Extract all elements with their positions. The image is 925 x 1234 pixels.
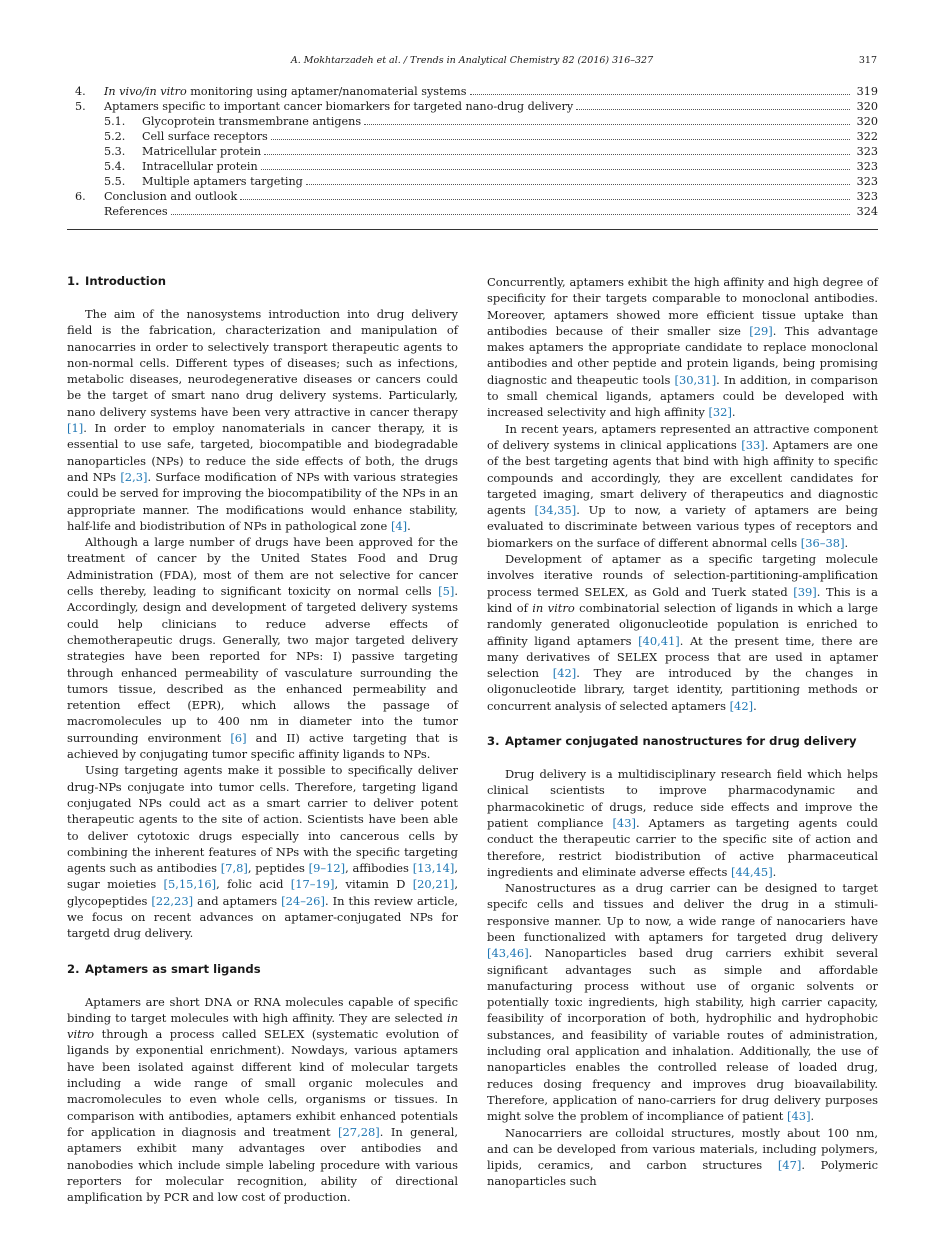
citation-link[interactable]: [4] <box>390 518 408 533</box>
section-heading: 2. Aptamers as smart ligands <box>67 961 261 976</box>
citation-link[interactable]: [34,35] <box>534 503 577 518</box>
toc-entry[interactable]: 5.1. Glycoprotein transmembrane antigens 320 <box>104 115 878 128</box>
paragraph: Using targeting agents make it possible to specifically deliver drug-NPs conjugate into tumor cells. Therefore, targeting ligand conjugated NPs could act as a smart carrier to deliver potent therapeutic agents to the site of action. Scientists have been able to deliver cytotoxic drugs especially into cancerous cells by combining the inherent features of NPs with the specific targeting agents such as antibodies [7,8], peptides [9–12], affibodies [13,14], sugar moieties [5,15,16], folic acid [17–19], vitamin D [20,21], glycopeptides [22,23] and aptamers [24–26]. In this review article, we focus on recent advances on aptamer-conjugated NPs for targetd drug delivery. <box>67 763 458 941</box>
citation-link[interactable]: [39] <box>793 584 817 599</box>
table-of-contents <box>67 84 878 219</box>
paragraph: Nanocarriers are colloidal structures, mostly about 100 nm, and can be developed from various materials, including polymers, lipids, ceramics, and carbon structures [47]. Polymeric nanoparticles such <box>487 1125 878 1189</box>
citation-link[interactable]: [42] <box>552 666 577 681</box>
paragraph: The aim of the nanosystems introduction into drug delivery field is the fabrication, characterization and manipulation of nanocarries in order to selectively transport therapeutic agents to non-normal cells. Different types of diseases; such as infections, metabolic diseases, neurodegenerative diseases or cancers could be the target of smart nano drug delivery systems. Particularly, nano delivery systems have been very attractive in cancer therapy [1]. In order to employ nanomaterials in cancer therapy, it is essential to use safe, targeted, biocompatible and biodegradable nanoparticles (NPs) to reduce the side effects of both, the drugs and NPs [2,3]. Surface modification of NPs with various strategies could be served for improving the biocompatibility of the NPs in an appropriate manner. The modifications would enhance stability, half-life and biodistribution of NPs in pathological zone [4]. <box>67 307 459 533</box>
citation-link[interactable]: [29] <box>749 323 773 338</box>
paragraph: Although a large number of drugs have been approved for the treatment of cancer by the United States Food and Drug Administration (FDA), most of them are not selective for cancer cells thereby, leading to significant toxicity on normal cells [5]. Accordingly, design and development of targeted delivery systems could help clinicians to reduce adverse effects of chemotherapeutic drugs. Generally, two major targeted delivery strategies have been reported for NPs: I) passive targeting through enhanced permeability of vasculature surrounding the tumors tissue, described as the enhanced permeability and retention effect (EPR), which allows the passage of macromolecules up to 400 nm in diameter into the tumor surrounding environment [6] and II) active targeting that is achieved by conjugating tumor specific affinity ligands to NPs. <box>67 535 458 762</box>
right-column <box>487 274 878 1190</box>
citation-link[interactable]: [6] <box>230 730 247 745</box>
toc-entry[interactable]: 4. In vivo/in vitro monitoring using aptamer/nanomaterial systems 319 <box>75 85 878 98</box>
citation-link[interactable]: [42] <box>729 698 754 713</box>
citation-link[interactable]: [30,31] <box>674 372 717 387</box>
toc-divider <box>67 229 878 230</box>
paragraph: Development of aptamer as a specific targeting molecule involves iterative rounds of selection-partitioning-amplification process termed SELEX, as Gold and Tuerk stated [39]. This is a kind of in vitro combinatorial selection of ligands in which a large randomly generated oligonucleotide population is enriched to affinity ligand aptamers [40,41]. At the present time, there are many derivatives of SELEX process that are used in aptamer selection [42]. They are introduced by the changes in oligonucleotide library, target identity, partitioning methods or concurrent analysis of selected aptamers [42]. <box>487 552 879 713</box>
citation-link[interactable]: [2,3] <box>120 469 148 484</box>
citation-link[interactable]: [1] <box>67 421 84 436</box>
citation-link[interactable]: [40,41] <box>638 633 680 648</box>
toc-entry[interactable]: References 324 <box>104 205 878 218</box>
toc-entry[interactable]: 6. Conclusion and outlook 323 <box>75 190 878 203</box>
citation-link[interactable]: [22,23] <box>151 893 194 908</box>
toc-entry[interactable]: 5.5. Multiple aptamers targeting 323 <box>104 175 878 188</box>
citation-link[interactable]: [7,8] <box>220 861 248 876</box>
citation-link[interactable]: [44,45] <box>731 864 773 879</box>
citation-link[interactable]: [47] <box>777 1158 802 1173</box>
toc-entry[interactable]: 5. Aptamers specific to important cancer biomarkers for targeted nano-drug delivery 320 <box>75 100 878 113</box>
citation-link[interactable]: [36–38] <box>800 535 845 550</box>
citation-link[interactable]: [20,21] <box>412 877 455 892</box>
paragraph: In recent years, aptamers represented an attractive component of delivery systems in clinical applications [33]. Aptamers are one of the best targeting agents that bind with high affinity to specific compounds and accordingly, they are excellent candidates for targeted imaging, smart delivery of therapeutics and diagnostic agents [34,35]. Up to now, a variety of aptamers are being evaluated to discriminate between various types of receptors and biomarkers on the surface of different abnormal cells [36–38]. <box>487 421 878 550</box>
citation-link[interactable]: [5] <box>438 584 455 599</box>
journal-citation: A. Mokhtarzadeh et al. / Trends in Analytical Chemistry 82 (2016) 316–327 <box>290 55 654 66</box>
section-heading: 1. Introduction <box>67 274 166 288</box>
page-number: 317 <box>858 55 877 66</box>
running-head <box>67 55 877 69</box>
citation-link[interactable]: [9–12] <box>308 861 346 876</box>
left-column <box>67 272 458 1205</box>
paragraph: Aptamers are short DNA or RNA molecules capable of specific binding to target molecules with high affinity. They are selected in vitro through a process called SELEX (systematic evolution of ligands by exponential enrichment). Nowdays, various aptamers have been isolated against different kind of molecular targets including a wide range of small organic molecules and macromolecules to even whole cells, organisms or tissues. In comparison with antibodies, aptamers exhibit enhanced potentials for application in diagnosis and treatment [27,28]. In general, aptamers exhibit many advantages over antibodies and nanobodies which include simple labeling procedure with various reporters for molecular recognition, ability of directional amplification by PCR and low cost of production. <box>67 994 458 1205</box>
citation-link[interactable]: [43,46] <box>487 946 529 961</box>
citation-link[interactable]: [32] <box>708 405 732 420</box>
section-heading: 3. Aptamer conjugated nanostructures for drug delivery <box>487 734 857 749</box>
citation-link[interactable]: [27,28] <box>338 1124 380 1139</box>
toc-entry[interactable]: 5.2. Cell surface receptors 322 <box>104 130 878 143</box>
citation-link[interactable]: [33] <box>741 437 765 452</box>
citation-link[interactable]: [43] <box>612 815 636 830</box>
citation-link[interactable]: [17–19] <box>290 877 335 892</box>
citation-link[interactable]: [13,14] <box>412 861 455 876</box>
paragraph: Nanostructures as a drug carrier can be designed to target specifc cells and tissues and deliver the drug in a stimuli-responsive manner. Up to now, a wide range of nanocariers have been functionalized with aptamers for targeted drug delivery [43,46]. Nanoparticles based drug carriers exhibit several significant advantages such as simple and affordable manufacturing process without use of organic solvents or potentially toxic ingredients, high stability, high carrier capacity, feasibility of incorporation of both, hydrophilic and hydrophobic substances, and feasibility of variable routes of administration, including oral application and inhalation. Additionally, the use of nanoparticles enables the controlled release of loaded drug, reduces dosing frequency and improves drug bioavailability. Therefore, application of nano-carriers for drug delivery purposes might solve the problem of incompliance of patient [43]. <box>487 881 878 1124</box>
citation-link[interactable]: [5,15,16] <box>163 877 217 892</box>
toc-entry[interactable]: 5.3. Matricellular protein 323 <box>104 145 878 158</box>
citation-link[interactable]: [43] <box>787 1109 811 1124</box>
toc-entry[interactable]: 5.4. Intracellular protein 323 <box>104 160 878 173</box>
citation-link[interactable]: [24–26] <box>281 893 325 908</box>
paragraph: Concurrently, aptamers exhibit the high affinity and high degree of specificity for their targets comparable to monoclonal antibodies. Moreover, aptamers showed more efficient tissue uptake than antibodies because of their smaller size [29]. This advantage makes aptamers the appropriate candidate to replace monoclonal antibodies and other peptide and protein ligands, being promising diagnostic and theapeutic tools [30,31]. In addition, in comparison to small chemical ligands, aptamers could be developed with increased selectivity and high affinity [32]. <box>487 275 878 420</box>
paragraph: Drug delivery is a multidisciplinary research field which helps clinical scientists to improve pharmacodynamic and pharmacokinetic of drugs, reduce side effects and improve the patient compliance [43]. Aptamers as targeting agents could conduct the therapeutic carrier to the specific site of action and therefore, restrict biodistribution of active pharmaceutical ingredients and eliminate adverse effects [44,45]. <box>487 767 878 879</box>
